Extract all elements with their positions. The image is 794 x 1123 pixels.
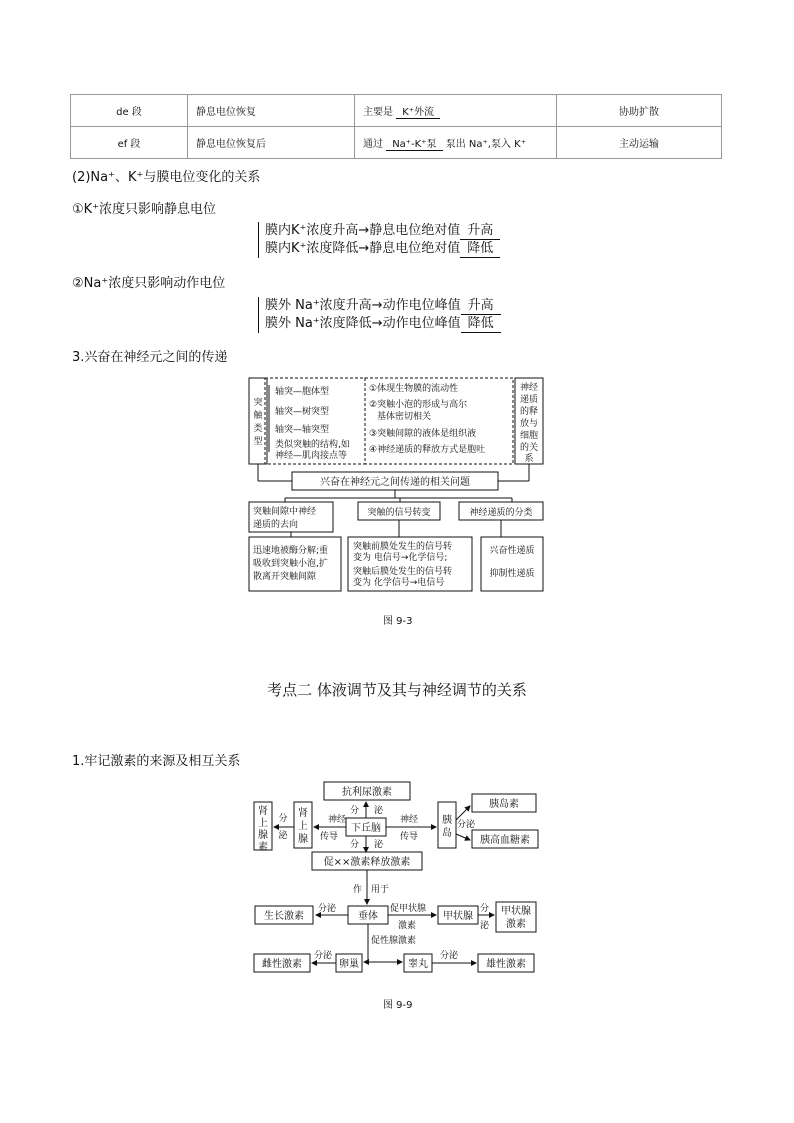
svg-text:激素: 激素: [506, 919, 526, 930]
stage-cell: ef 段: [71, 127, 188, 159]
androgen-label: 雄性激素: [486, 959, 526, 970]
insulin-label: 胰岛素: [489, 799, 519, 810]
na-line-2: 膜外 Na⁺浓度降低→动作电位峰值 降低: [265, 315, 501, 333]
svg-text:递质: 递质: [519, 395, 539, 405]
caption-9-9: 图 9-9: [383, 1000, 413, 1011]
svg-text:系: 系: [524, 454, 534, 464]
mech-prefix: 通过: [363, 138, 383, 150]
mech-suffix: 泵出 Na⁺,泵入 K⁺: [445, 138, 526, 150]
svg-text:肾: 肾: [258, 806, 268, 817]
svg-text:用于: 用于: [371, 885, 390, 895]
point-4: ④神经递质的释放方式是胞吐: [369, 445, 486, 455]
k-line-2: 膜内K⁺浓度降低→静息电位绝对值 降低: [265, 240, 500, 258]
svg-text:分: 分: [350, 806, 360, 816]
hormone-heading: 1.牢记激素的来源及相互关系: [72, 754, 241, 769]
svg-text:变为 化学信号→电信号: 变为 化学信号→电信号: [353, 578, 445, 588]
svg-text:分泌: 分泌: [440, 951, 459, 961]
svg-text:突触后膜处发生的信号转: 突触后膜处发生的信号转: [353, 567, 453, 577]
ovary-label: 卵巢: [339, 959, 359, 970]
k-line-1: 膜内K⁺浓度升高→静息电位绝对值 升高: [265, 222, 500, 240]
section2-heading: (2)Na⁺、K⁺与膜电位变化的关系: [72, 170, 261, 185]
na-title: ②Na⁺浓度只影响动作电位: [72, 276, 226, 291]
svg-text:分泌: 分泌: [457, 820, 476, 830]
point-1: ①体现生物膜的流动性: [369, 384, 459, 394]
svg-text:神经: 神经: [400, 815, 419, 825]
type-3: 轴突—轴突型: [275, 425, 330, 435]
svg-text:泌: 泌: [278, 831, 288, 841]
gh-label: 生长激素: [264, 911, 304, 922]
type-4a: 类似突触的结构,如: [275, 440, 350, 450]
svg-text:腺: 腺: [298, 834, 308, 845]
point-3: ③突触间隙的液体是组织液: [369, 429, 477, 439]
svg-text:分泌: 分泌: [314, 951, 333, 961]
svg-text:分: 分: [278, 814, 288, 824]
svg-text:传导: 传导: [320, 832, 339, 842]
cat3-item-2: 抑制性递质: [489, 569, 535, 579]
type-label-2: 触: [253, 411, 263, 421]
svg-text:神经: 神经: [328, 815, 347, 825]
svg-text:肾: 肾: [298, 808, 308, 819]
glucagon-label: 胰高血糖素: [480, 835, 530, 846]
svg-text:泌: 泌: [374, 806, 384, 816]
svg-text:细胞: 细胞: [519, 431, 539, 441]
caption-9-3: 图 9-3: [383, 616, 413, 627]
type-1: 轴突—胞体型: [275, 387, 330, 397]
mech-blank: Na⁺-K⁺泵: [386, 135, 442, 151]
svg-text:分: 分: [480, 904, 490, 914]
type-label-4: 型: [253, 437, 263, 447]
transport-cell: 主动运输: [557, 127, 722, 159]
svg-text:甲状腺: 甲状腺: [501, 906, 531, 917]
svg-text:散离开突触间隙: 散离开突触间隙: [253, 572, 317, 582]
thyroid-label: 甲状腺: [443, 911, 473, 922]
center-label: 兴奋在神经元之间传递的相关问题: [320, 477, 470, 488]
releasing-label: 促××激素释放激素: [323, 857, 411, 868]
type-2: 轴突—树突型: [275, 407, 330, 417]
adh-label: 抗利尿激素: [342, 787, 392, 798]
cat3-item-1: 兴奋性递质: [489, 546, 535, 556]
svg-text:分泌: 分泌: [318, 904, 337, 914]
type-4b: 神经—肌肉接点等: [275, 451, 348, 461]
svg-text:迅速地被酶分解;重: 迅速地被酶分解;重: [253, 546, 329, 556]
svg-text:递质的去向: 递质的去向: [253, 520, 299, 530]
point-2a: ②突触小泡的形成与高尔: [369, 400, 468, 410]
testis-label: 睾丸: [408, 959, 428, 970]
svg-text:泌: 泌: [374, 840, 384, 850]
stage-name-cell: 静息电位恢复: [188, 95, 355, 127]
svg-text:放与: 放与: [519, 419, 539, 429]
svg-text:分: 分: [350, 840, 360, 850]
na-line-1: 膜外 Na⁺浓度升高→动作电位峰值 升高: [265, 297, 501, 315]
cat2-title: 突触的信号转变: [367, 508, 431, 518]
mech-blank: K⁺外流: [396, 103, 440, 119]
svg-text:的关: 的关: [519, 443, 539, 453]
hypothalamus-label: 下丘脑: [351, 823, 381, 834]
estrogen-label: 雌性激素: [262, 959, 302, 970]
svg-text:吸收到突触小泡,扩: 吸收到突触小泡,扩: [253, 559, 328, 569]
mech-prefix: 主要是: [363, 106, 393, 118]
k-title: ①K⁺浓度只影响静息电位: [72, 202, 217, 217]
svg-text:腺: 腺: [258, 830, 268, 841]
svg-text:突触前膜处发生的信号转: 突触前膜处发生的信号转: [353, 542, 453, 552]
point-2b: 基体密切相关: [377, 412, 432, 422]
cat3-title: 神经递质的分类: [469, 508, 533, 518]
pituitary-label: 垂体: [358, 911, 378, 922]
gonadotropin-label: 促性腺激素: [371, 936, 417, 946]
stage-cell: de 段: [71, 95, 188, 127]
svg-text:传导: 传导: [400, 832, 419, 842]
transport-cell: 协助扩散: [557, 95, 722, 127]
svg-text:泌: 泌: [480, 921, 490, 931]
svg-text:素: 素: [258, 842, 268, 853]
stage-name-cell: 静息电位恢复后: [188, 127, 355, 159]
section3-heading: 3.兴奋在神经元之间的传递: [72, 350, 228, 365]
svg-text:促甲状腺: 促甲状腺: [390, 904, 427, 914]
svg-text:作: 作: [353, 885, 363, 895]
svg-text:胰: 胰: [442, 815, 452, 826]
svg-text:激素: 激素: [398, 921, 417, 931]
svg-text:上: 上: [258, 818, 268, 829]
svg-text:上: 上: [298, 821, 308, 832]
type-label-1: 突: [253, 398, 263, 408]
svg-text:变为 电信号→化学信号;: 变为 电信号→化学信号;: [353, 553, 448, 563]
kaodian-title: 考点二 体液调节及其与神经调节的关系: [267, 681, 527, 699]
svg-text:突触间隙中神经: 突触间隙中神经: [253, 507, 317, 517]
svg-text:的释: 的释: [519, 407, 539, 417]
svg-text:神经: 神经: [519, 383, 539, 393]
svg-text:岛: 岛: [442, 828, 452, 839]
type-label-3: 类: [253, 424, 263, 434]
